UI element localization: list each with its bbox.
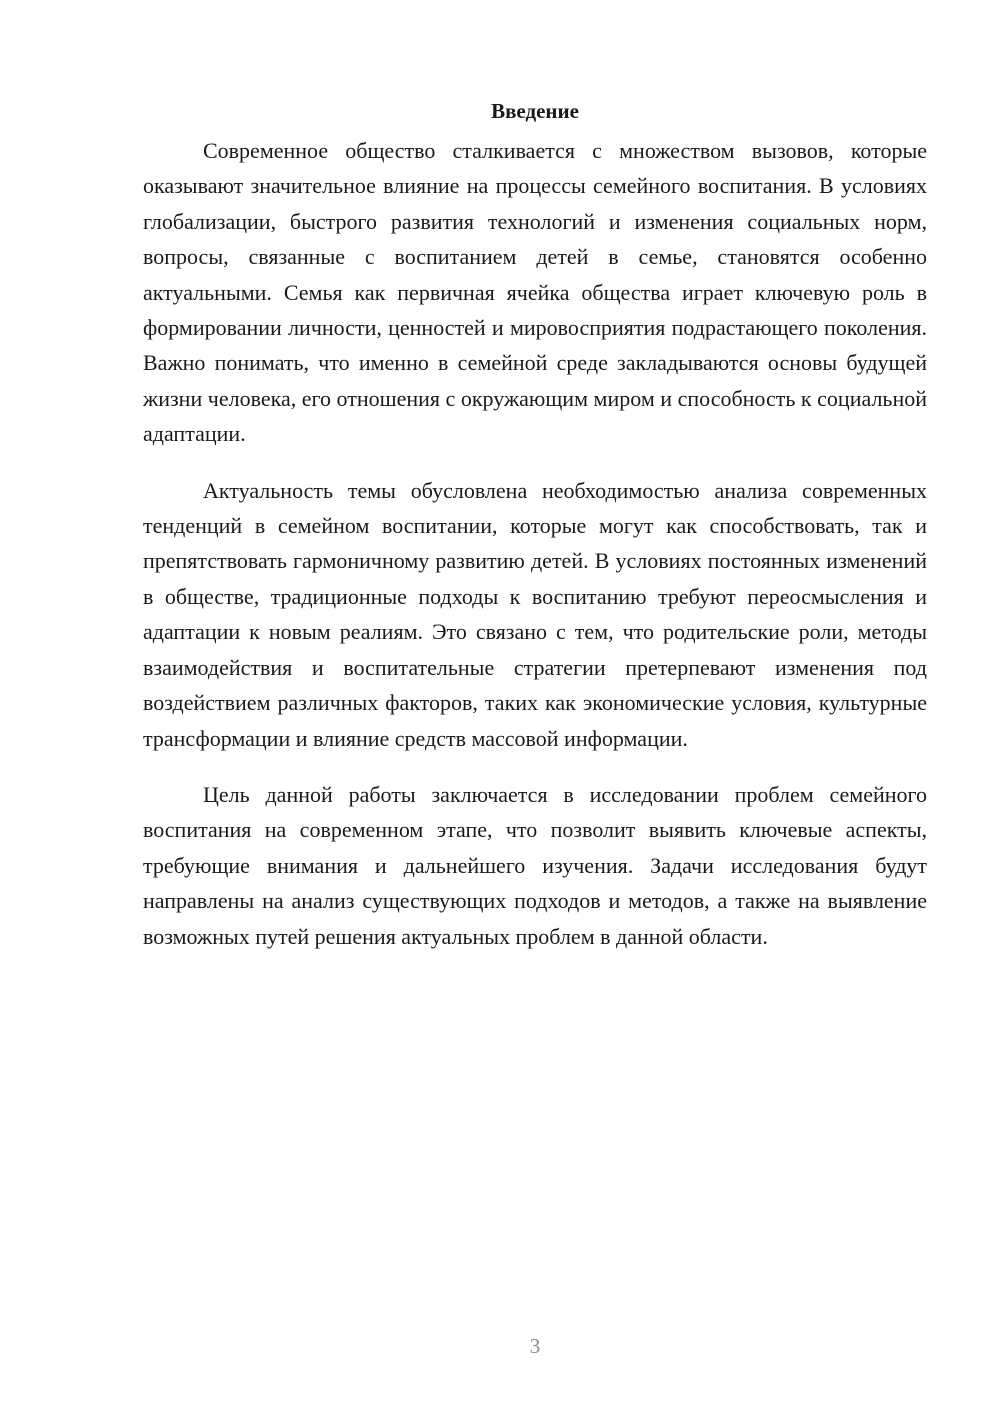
paragraph-intro: Современное общество сталкивается с множеством вызовов, которые оказывают значительное влияние на процессы семейного воспитания. В условиях глобализации, быстрого развития технологий и изменения социальных норм, вопросы, связанные с воспитанием детей в семье, становятся особенно актуальными. Семья как первичная ячейка общества играет ключевую роль в формировании личности, ценностей и мировосприятия подрастающего поколения. Важно понимать, что именно в семейной среде закладываются основы будущей жизни человека, его отношения с окружающим миром и способность к социальной адаптации.: [143, 138, 927, 447]
page-number: 3: [529, 1334, 541, 1358]
page-content: [143, 95, 927, 975]
paragraph-relevance: Актуальность темы обусловлена необходимостью анализа современных тенденций в семейном воспитании, которые могут как способствовать, так и препятствовать гармоничному развитию детей. В условиях постоянных изменений в обществе, традиционные подходы к воспитанию требуют переосмысления и адаптации к новым реалиям. Это связано с тем, что родительские роли, методы взаимодействия и воспитательные стратегии претерпевают изменения под воздействием различных факторов, таких как экономические условия, культурные трансформации и влияние средств массовой информации.: [143, 477, 927, 751]
section-title: Введение: [491, 99, 579, 123]
paragraph-goal: Цель данной работы заключается в исследовании проблем семейного воспитания на современном этапе, что позволит выявить ключевые аспекты, требующие внимания и дальнейшего изучения. Задачи исследования будут направлены на анализ существующих подходов и методов, а также на выявление возможных путей решения актуальных проблем в данной области.: [143, 781, 927, 949]
